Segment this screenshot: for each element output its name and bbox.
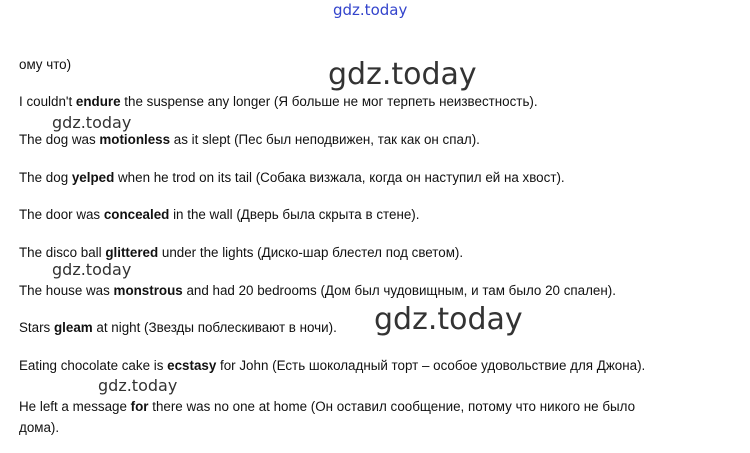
text-line: The door was concealed in the wall (Дверь была скрыта в стене). [19,207,420,222]
text-line: Eating chocolate cake is ecstasy for John (Есть шоколадный торт – особое удовольствие для Джона). [19,358,646,373]
watermark: gdz.today [52,260,132,279]
text-line: ому что) [19,57,72,72]
text-line: He left a message for there was no one at home (Он оставил сообщение, потому что никого не было [19,399,636,414]
watermark: gdz.today [52,113,132,132]
text-line: дома). [19,420,60,435]
watermark: gdz.today [328,57,477,92]
text-line: I couldn't endure the suspense any longer (Я больше не мог терпеть неизвестность). [19,94,538,109]
text-line: The dog was motionless as it slept (Пес был неподвижен, так как он спал). [19,132,480,147]
watermark: gdz.today [98,376,178,395]
text-line: The house was monstrous and had 20 bedrooms (Дом был чудовищным, и там было 20 спален). [19,283,616,298]
text-line: The dog yelped when he trod on its tail (Собака визжала, когда он наступил ей на хвост). [19,170,565,185]
text-line: The disco ball glittered under the lights (Диско-шар блестел под светом). [19,245,464,260]
text-line: Stars gleam at night (Звезды поблескивают в ночи). [19,320,337,335]
watermark-top: gdz.today [333,1,408,19]
watermark: gdz.today [374,302,523,337]
